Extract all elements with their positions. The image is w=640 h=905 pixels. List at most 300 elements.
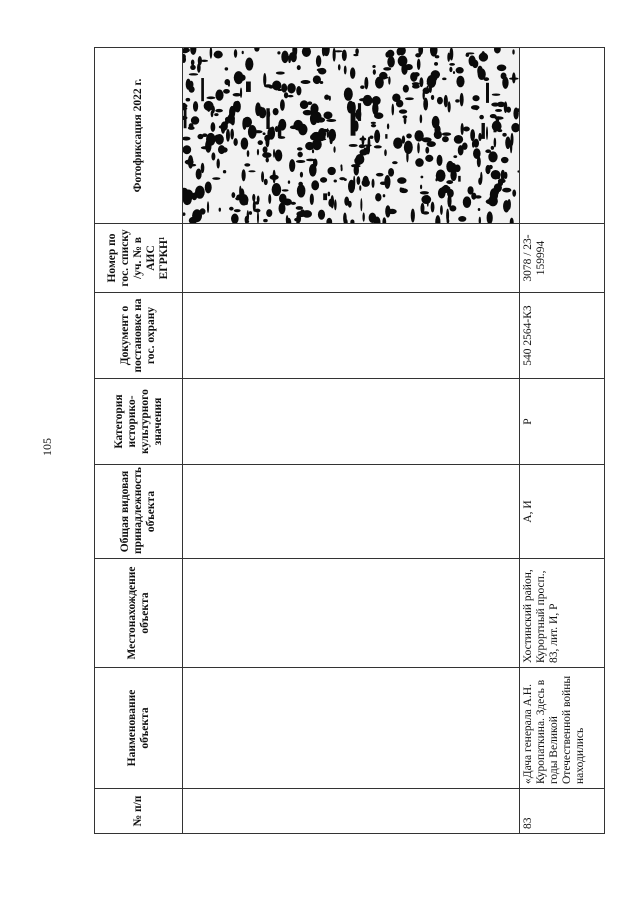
foliage-mark bbox=[296, 160, 305, 163]
foliage-mark bbox=[252, 194, 255, 202]
foliage-mark bbox=[229, 207, 234, 211]
foliage-mark bbox=[478, 208, 481, 211]
foliage-mark bbox=[472, 95, 479, 101]
foliage-mark bbox=[254, 209, 260, 213]
foliage-mark bbox=[263, 146, 268, 153]
foliage-mark bbox=[318, 210, 325, 220]
foliage-mark bbox=[405, 97, 414, 100]
empty-cell bbox=[183, 465, 520, 559]
foliage-mark bbox=[326, 119, 336, 122]
foliage-mark bbox=[248, 170, 255, 172]
foliage-mark bbox=[333, 146, 335, 153]
trunk-mark bbox=[458, 176, 460, 182]
foliage-mark bbox=[355, 157, 359, 170]
cell-photo-empty bbox=[520, 48, 605, 224]
foliage-mark bbox=[371, 122, 376, 124]
foliage-mark bbox=[413, 72, 419, 77]
foliage-mark bbox=[311, 180, 319, 190]
empty-cell bbox=[183, 379, 520, 465]
foliage-mark bbox=[263, 132, 266, 135]
foliage-mark bbox=[234, 49, 237, 58]
foliage-mark bbox=[449, 63, 455, 66]
foliage-mark bbox=[387, 56, 395, 67]
foliage-mark bbox=[363, 95, 373, 106]
foliage-mark bbox=[490, 196, 496, 199]
foliage-mark bbox=[420, 203, 424, 214]
foliage-mark bbox=[421, 195, 431, 204]
foliage-mark bbox=[437, 155, 443, 166]
empty-cell bbox=[183, 559, 520, 668]
foliage-mark bbox=[425, 155, 433, 162]
foliage-mark bbox=[205, 181, 212, 193]
foliage-mark bbox=[338, 64, 341, 70]
foliage-mark bbox=[313, 75, 321, 84]
foliage-mark bbox=[288, 180, 290, 184]
foliage-mark bbox=[351, 165, 360, 168]
empty-row bbox=[183, 48, 520, 834]
foliage-mark bbox=[392, 161, 398, 164]
foliage-mark bbox=[466, 53, 470, 57]
foliage-mark bbox=[223, 89, 230, 94]
trunk-mark bbox=[351, 113, 356, 136]
foliage-mark bbox=[380, 181, 387, 185]
foliage-mark bbox=[450, 48, 454, 61]
foliage-mark bbox=[333, 48, 336, 62]
foliage-mark bbox=[412, 82, 420, 85]
foliage-mark bbox=[297, 184, 306, 197]
foliage-mark bbox=[486, 199, 495, 204]
foliage-mark bbox=[419, 77, 423, 87]
foliage-mark bbox=[231, 192, 235, 198]
foliage-mark bbox=[420, 191, 429, 194]
cell-num: 83 bbox=[520, 789, 605, 834]
foliage-mark bbox=[280, 99, 285, 111]
foliage-mark bbox=[359, 137, 366, 140]
foliage-mark bbox=[264, 179, 268, 185]
foliage-mark bbox=[206, 96, 215, 99]
foliage-mark bbox=[362, 179, 370, 187]
foliage-mark bbox=[373, 69, 376, 75]
header-num: № п/п bbox=[95, 789, 183, 834]
foliage-mark bbox=[374, 112, 383, 119]
foliage-mark bbox=[475, 106, 478, 111]
foliage-mark bbox=[480, 172, 482, 184]
trunk-mark bbox=[278, 125, 281, 137]
header-registry: Номер по гос. списку /уч. № в АИС ЕГРКН¹ bbox=[95, 224, 183, 293]
foliage-mark bbox=[296, 86, 301, 96]
foliage-mark bbox=[397, 48, 402, 55]
trunk-mark bbox=[482, 123, 485, 139]
foliage-mark bbox=[282, 189, 289, 191]
foliage-mark bbox=[388, 168, 394, 177]
foliage-mark bbox=[223, 170, 226, 173]
foliage-mark bbox=[442, 185, 449, 193]
foliage-mark bbox=[294, 218, 300, 222]
foliage-mark bbox=[273, 149, 275, 158]
foliage-mark bbox=[300, 172, 303, 178]
foliage-mark bbox=[215, 90, 223, 101]
foliage-mark bbox=[486, 126, 488, 140]
foliage-mark bbox=[406, 151, 408, 163]
foliage-mark bbox=[501, 157, 509, 163]
foliage-mark bbox=[284, 92, 288, 98]
foliage-mark bbox=[296, 206, 303, 210]
foliage-mark bbox=[235, 197, 240, 200]
foliage-mark bbox=[215, 134, 224, 145]
monuments-table bbox=[94, 47, 605, 834]
foliage-mark bbox=[404, 141, 413, 155]
foliage-mark bbox=[273, 108, 279, 115]
foliage-mark bbox=[211, 122, 216, 132]
page-number: 105 bbox=[40, 438, 54, 456]
foliage-mark bbox=[401, 64, 407, 75]
foliage-mark bbox=[387, 123, 389, 129]
foliage-mark bbox=[224, 79, 230, 85]
foliage-mark bbox=[504, 101, 508, 113]
foliage-mark bbox=[460, 93, 464, 107]
foliage-mark bbox=[287, 83, 296, 93]
foliage-mark bbox=[266, 209, 272, 217]
foliage-mark bbox=[359, 185, 361, 191]
foliage-mark bbox=[440, 205, 443, 215]
foliage-mark bbox=[234, 101, 240, 113]
foliage-mark bbox=[320, 177, 327, 183]
foliage-mark bbox=[201, 163, 205, 173]
foliage-mark bbox=[327, 128, 329, 138]
foliage-mark bbox=[279, 194, 287, 204]
foliage-mark bbox=[292, 52, 295, 55]
foliage-mark bbox=[502, 188, 511, 193]
foliage-mark bbox=[310, 193, 314, 205]
foliage-mark bbox=[188, 155, 193, 169]
foliage-mark bbox=[479, 52, 488, 61]
foliage-mark bbox=[477, 156, 481, 167]
foliage-mark bbox=[494, 138, 497, 148]
foliage-mark bbox=[225, 67, 229, 70]
foliage-mark bbox=[219, 208, 221, 212]
foliage-mark bbox=[215, 109, 223, 113]
foliage-mark bbox=[399, 109, 407, 113]
foliage-mark bbox=[217, 158, 220, 168]
foliage-mark bbox=[411, 209, 415, 223]
trunk-mark bbox=[323, 193, 327, 200]
trunk-mark bbox=[493, 127, 496, 132]
foliage-mark bbox=[472, 141, 475, 148]
foliage-mark bbox=[255, 201, 259, 204]
cell-registry: 3078 / 23-159994 bbox=[520, 224, 605, 293]
foliage-mark bbox=[348, 180, 355, 193]
foliage-mark bbox=[276, 71, 285, 74]
foliage-mark bbox=[257, 149, 259, 156]
foliage-mark bbox=[435, 178, 437, 181]
foliage-mark bbox=[472, 60, 478, 69]
foliage-mark bbox=[344, 197, 349, 206]
foliage-mark bbox=[307, 101, 312, 105]
foliage-mark bbox=[330, 138, 333, 145]
foliage-mark bbox=[447, 219, 450, 223]
foliage-mark bbox=[437, 132, 442, 138]
foliage-mark bbox=[449, 205, 456, 211]
foliage-mark bbox=[288, 56, 291, 63]
foliage-mark bbox=[488, 151, 497, 162]
foliage-mark bbox=[479, 115, 484, 120]
foliage-mark bbox=[359, 144, 365, 148]
foliage-mark bbox=[369, 136, 373, 139]
foliage-mark bbox=[268, 194, 271, 204]
foliage-mark bbox=[489, 165, 493, 169]
foliage-mark bbox=[492, 93, 501, 95]
foliage-mark bbox=[204, 101, 214, 111]
foliage-mark bbox=[415, 158, 424, 167]
foliage-mark bbox=[242, 169, 246, 181]
foliage-mark bbox=[242, 51, 244, 54]
foliage-mark bbox=[391, 104, 394, 116]
foliage-mark bbox=[328, 192, 331, 197]
foliage-mark bbox=[446, 180, 453, 184]
foliage-mark bbox=[374, 145, 382, 148]
foliage-mark bbox=[249, 211, 252, 215]
foliage-mark bbox=[297, 152, 302, 158]
foliage-mark bbox=[196, 169, 202, 180]
foliage-mark bbox=[455, 99, 459, 102]
foliage-mark bbox=[266, 157, 269, 162]
foliage-mark bbox=[193, 101, 198, 112]
foliage-mark bbox=[349, 144, 358, 147]
foliage-mark bbox=[497, 175, 500, 179]
foliage-mark bbox=[475, 195, 482, 198]
foliage-mark bbox=[453, 155, 457, 158]
empty-cell bbox=[183, 293, 520, 379]
foliage-mark bbox=[324, 95, 329, 100]
foliage-mark bbox=[245, 58, 253, 71]
foliage-mark bbox=[485, 149, 491, 153]
foliage-mark bbox=[328, 199, 333, 207]
foliage-mark bbox=[317, 68, 325, 71]
foliage-mark bbox=[510, 140, 512, 154]
header-row bbox=[95, 48, 183, 834]
foliage-mark bbox=[212, 177, 220, 180]
foliage-mark bbox=[371, 124, 376, 127]
foliage-mark bbox=[244, 163, 250, 166]
foliage-mark bbox=[360, 85, 364, 89]
foliage-mark bbox=[261, 171, 264, 182]
tree-photo bbox=[183, 48, 519, 223]
foliage-mark bbox=[512, 189, 516, 196]
foliage-mark bbox=[350, 102, 354, 111]
foliage-mark bbox=[289, 159, 295, 172]
foliage-mark bbox=[198, 56, 202, 65]
foliage-mark bbox=[301, 80, 311, 84]
foliage-mark bbox=[344, 66, 347, 75]
foliage-mark bbox=[262, 152, 271, 158]
foliage-mark bbox=[192, 209, 202, 222]
foliage-mark bbox=[425, 147, 429, 154]
foliage-mark bbox=[229, 113, 233, 115]
foliage-mark bbox=[454, 135, 463, 144]
foliage-mark bbox=[417, 142, 420, 153]
foliage-mark bbox=[355, 48, 359, 54]
foliage-mark bbox=[420, 114, 423, 123]
foliage-mark bbox=[233, 93, 242, 97]
header-location: Местонахождение объекта bbox=[95, 559, 183, 668]
foliage-mark bbox=[444, 95, 448, 107]
foliage-mark bbox=[211, 152, 215, 160]
foliage-mark bbox=[334, 180, 337, 183]
foliage-mark bbox=[372, 65, 375, 68]
foliage-mark bbox=[273, 170, 276, 184]
foliage-mark bbox=[502, 133, 506, 137]
foliage-mark bbox=[240, 188, 245, 200]
foliage-mark bbox=[400, 188, 405, 193]
foliage-mark bbox=[495, 109, 502, 112]
header-type: Общая видовая принадлежность объекта bbox=[95, 465, 183, 559]
foliage-mark bbox=[431, 95, 434, 100]
trunk-mark bbox=[184, 106, 187, 129]
foliage-mark bbox=[268, 85, 273, 88]
foliage-mark bbox=[456, 67, 464, 74]
foliage-mark bbox=[275, 150, 283, 162]
foliage-mark bbox=[388, 76, 390, 84]
foliage-mark bbox=[372, 96, 381, 105]
foliage-mark bbox=[422, 137, 432, 142]
foliage-mark bbox=[202, 133, 207, 137]
foliage-mark bbox=[342, 50, 347, 62]
foliage-mark bbox=[403, 85, 409, 93]
foliage-mark bbox=[272, 183, 282, 196]
foliage-mark bbox=[312, 149, 314, 153]
foliage-mark bbox=[297, 147, 303, 150]
foliage-mark bbox=[186, 98, 191, 102]
foliage-mark bbox=[300, 100, 309, 109]
foliage-mark bbox=[431, 202, 435, 213]
foliage-mark bbox=[214, 51, 223, 59]
cell-document: 540 2564-КЗ bbox=[520, 293, 605, 379]
foliage-mark bbox=[323, 112, 332, 120]
foliage-mark bbox=[298, 124, 307, 136]
foliage-mark bbox=[478, 133, 481, 141]
foliage-mark bbox=[206, 133, 216, 146]
cell-category: Р bbox=[520, 379, 605, 465]
foliage-mark bbox=[397, 177, 406, 184]
foliage-mark bbox=[375, 193, 381, 201]
foliage-mark bbox=[231, 117, 235, 125]
foliage-mark bbox=[449, 67, 452, 72]
foliage-mark bbox=[311, 132, 321, 140]
header-category: Категория историко-культурного значения bbox=[95, 379, 183, 465]
foliage-mark bbox=[226, 129, 230, 142]
foliage-mark bbox=[277, 51, 280, 54]
foliage-mark bbox=[372, 179, 375, 188]
trunk-mark bbox=[358, 103, 361, 121]
foliage-mark bbox=[501, 170, 505, 181]
foliage-mark bbox=[446, 161, 454, 173]
foliage-mark bbox=[453, 71, 455, 74]
foliage-mark bbox=[393, 137, 402, 148]
foliage-mark bbox=[383, 194, 386, 197]
foliage-mark bbox=[183, 145, 191, 154]
foliage-mark bbox=[191, 116, 199, 124]
foliage-mark bbox=[509, 77, 519, 79]
table-row bbox=[520, 48, 605, 834]
foliage-mark bbox=[281, 83, 287, 92]
foliage-mark bbox=[234, 209, 241, 212]
foliage-mark bbox=[463, 196, 471, 208]
header-name: Наименование объекта bbox=[95, 668, 183, 789]
foliage-mark bbox=[368, 137, 371, 150]
foliage-mark bbox=[263, 73, 266, 86]
foliage-mark bbox=[334, 199, 337, 210]
header-document: Документ о постановке на гос. охрану bbox=[95, 293, 183, 379]
trunk-mark bbox=[385, 134, 387, 139]
foliage-mark bbox=[396, 100, 403, 108]
foliage-mark bbox=[344, 87, 353, 100]
foliage-mark bbox=[442, 136, 449, 142]
foliage-mark bbox=[297, 65, 301, 70]
foliage-mark bbox=[463, 127, 470, 132]
foliage-mark bbox=[344, 178, 347, 181]
foliage-mark bbox=[229, 106, 235, 119]
foliage-mark bbox=[374, 130, 380, 144]
foliage-mark bbox=[278, 89, 282, 91]
foliage-mark bbox=[458, 145, 464, 155]
foliage-mark bbox=[470, 129, 475, 141]
foliage-mark bbox=[189, 73, 198, 75]
trunk-mark bbox=[201, 78, 204, 101]
empty-cell bbox=[183, 789, 520, 834]
foliage-mark bbox=[258, 140, 263, 145]
foliage-mark bbox=[207, 201, 209, 213]
trunk-mark bbox=[486, 83, 489, 103]
foliage-mark bbox=[340, 164, 342, 168]
foliage-mark bbox=[388, 209, 397, 214]
foliage-mark bbox=[188, 126, 195, 130]
photo-cell bbox=[183, 48, 520, 224]
foliage-mark bbox=[281, 51, 288, 64]
foliage-mark bbox=[248, 125, 257, 139]
foliage-mark bbox=[362, 212, 364, 221]
foliage-mark bbox=[512, 49, 514, 54]
empty-cell bbox=[183, 668, 520, 789]
foliage-mark bbox=[505, 136, 510, 149]
foliage-mark bbox=[240, 87, 242, 98]
foliage-mark bbox=[497, 65, 507, 72]
cell-type: А, И bbox=[520, 465, 605, 559]
foliage-mark bbox=[417, 59, 421, 70]
cell-location: Хостинский район, Курортный просп., 83, лит. И, Р bbox=[520, 559, 605, 668]
header-photo: Фотофиксация 2022 г. bbox=[95, 48, 183, 224]
foliage-mark bbox=[477, 66, 483, 77]
foliage-mark bbox=[484, 77, 490, 81]
foliage-mark bbox=[191, 60, 195, 66]
foliage-mark bbox=[221, 147, 227, 152]
trunk-mark bbox=[246, 82, 251, 92]
foliage-mark bbox=[422, 91, 424, 100]
foliage-mark bbox=[507, 199, 511, 210]
foliage-mark bbox=[447, 52, 450, 61]
foliage-mark bbox=[219, 125, 227, 129]
foliage-mark bbox=[402, 115, 407, 118]
foliage-mark bbox=[230, 129, 234, 140]
foliage-mark bbox=[364, 77, 368, 90]
foliage-mark bbox=[491, 146, 494, 150]
foliage-mark bbox=[387, 50, 395, 58]
foliage-mark bbox=[406, 134, 412, 139]
foliage-mark bbox=[420, 185, 422, 190]
foliage-mark bbox=[247, 150, 250, 157]
foliage-mark bbox=[429, 79, 435, 87]
foliage-mark bbox=[188, 86, 194, 93]
trunk-mark bbox=[496, 116, 499, 124]
